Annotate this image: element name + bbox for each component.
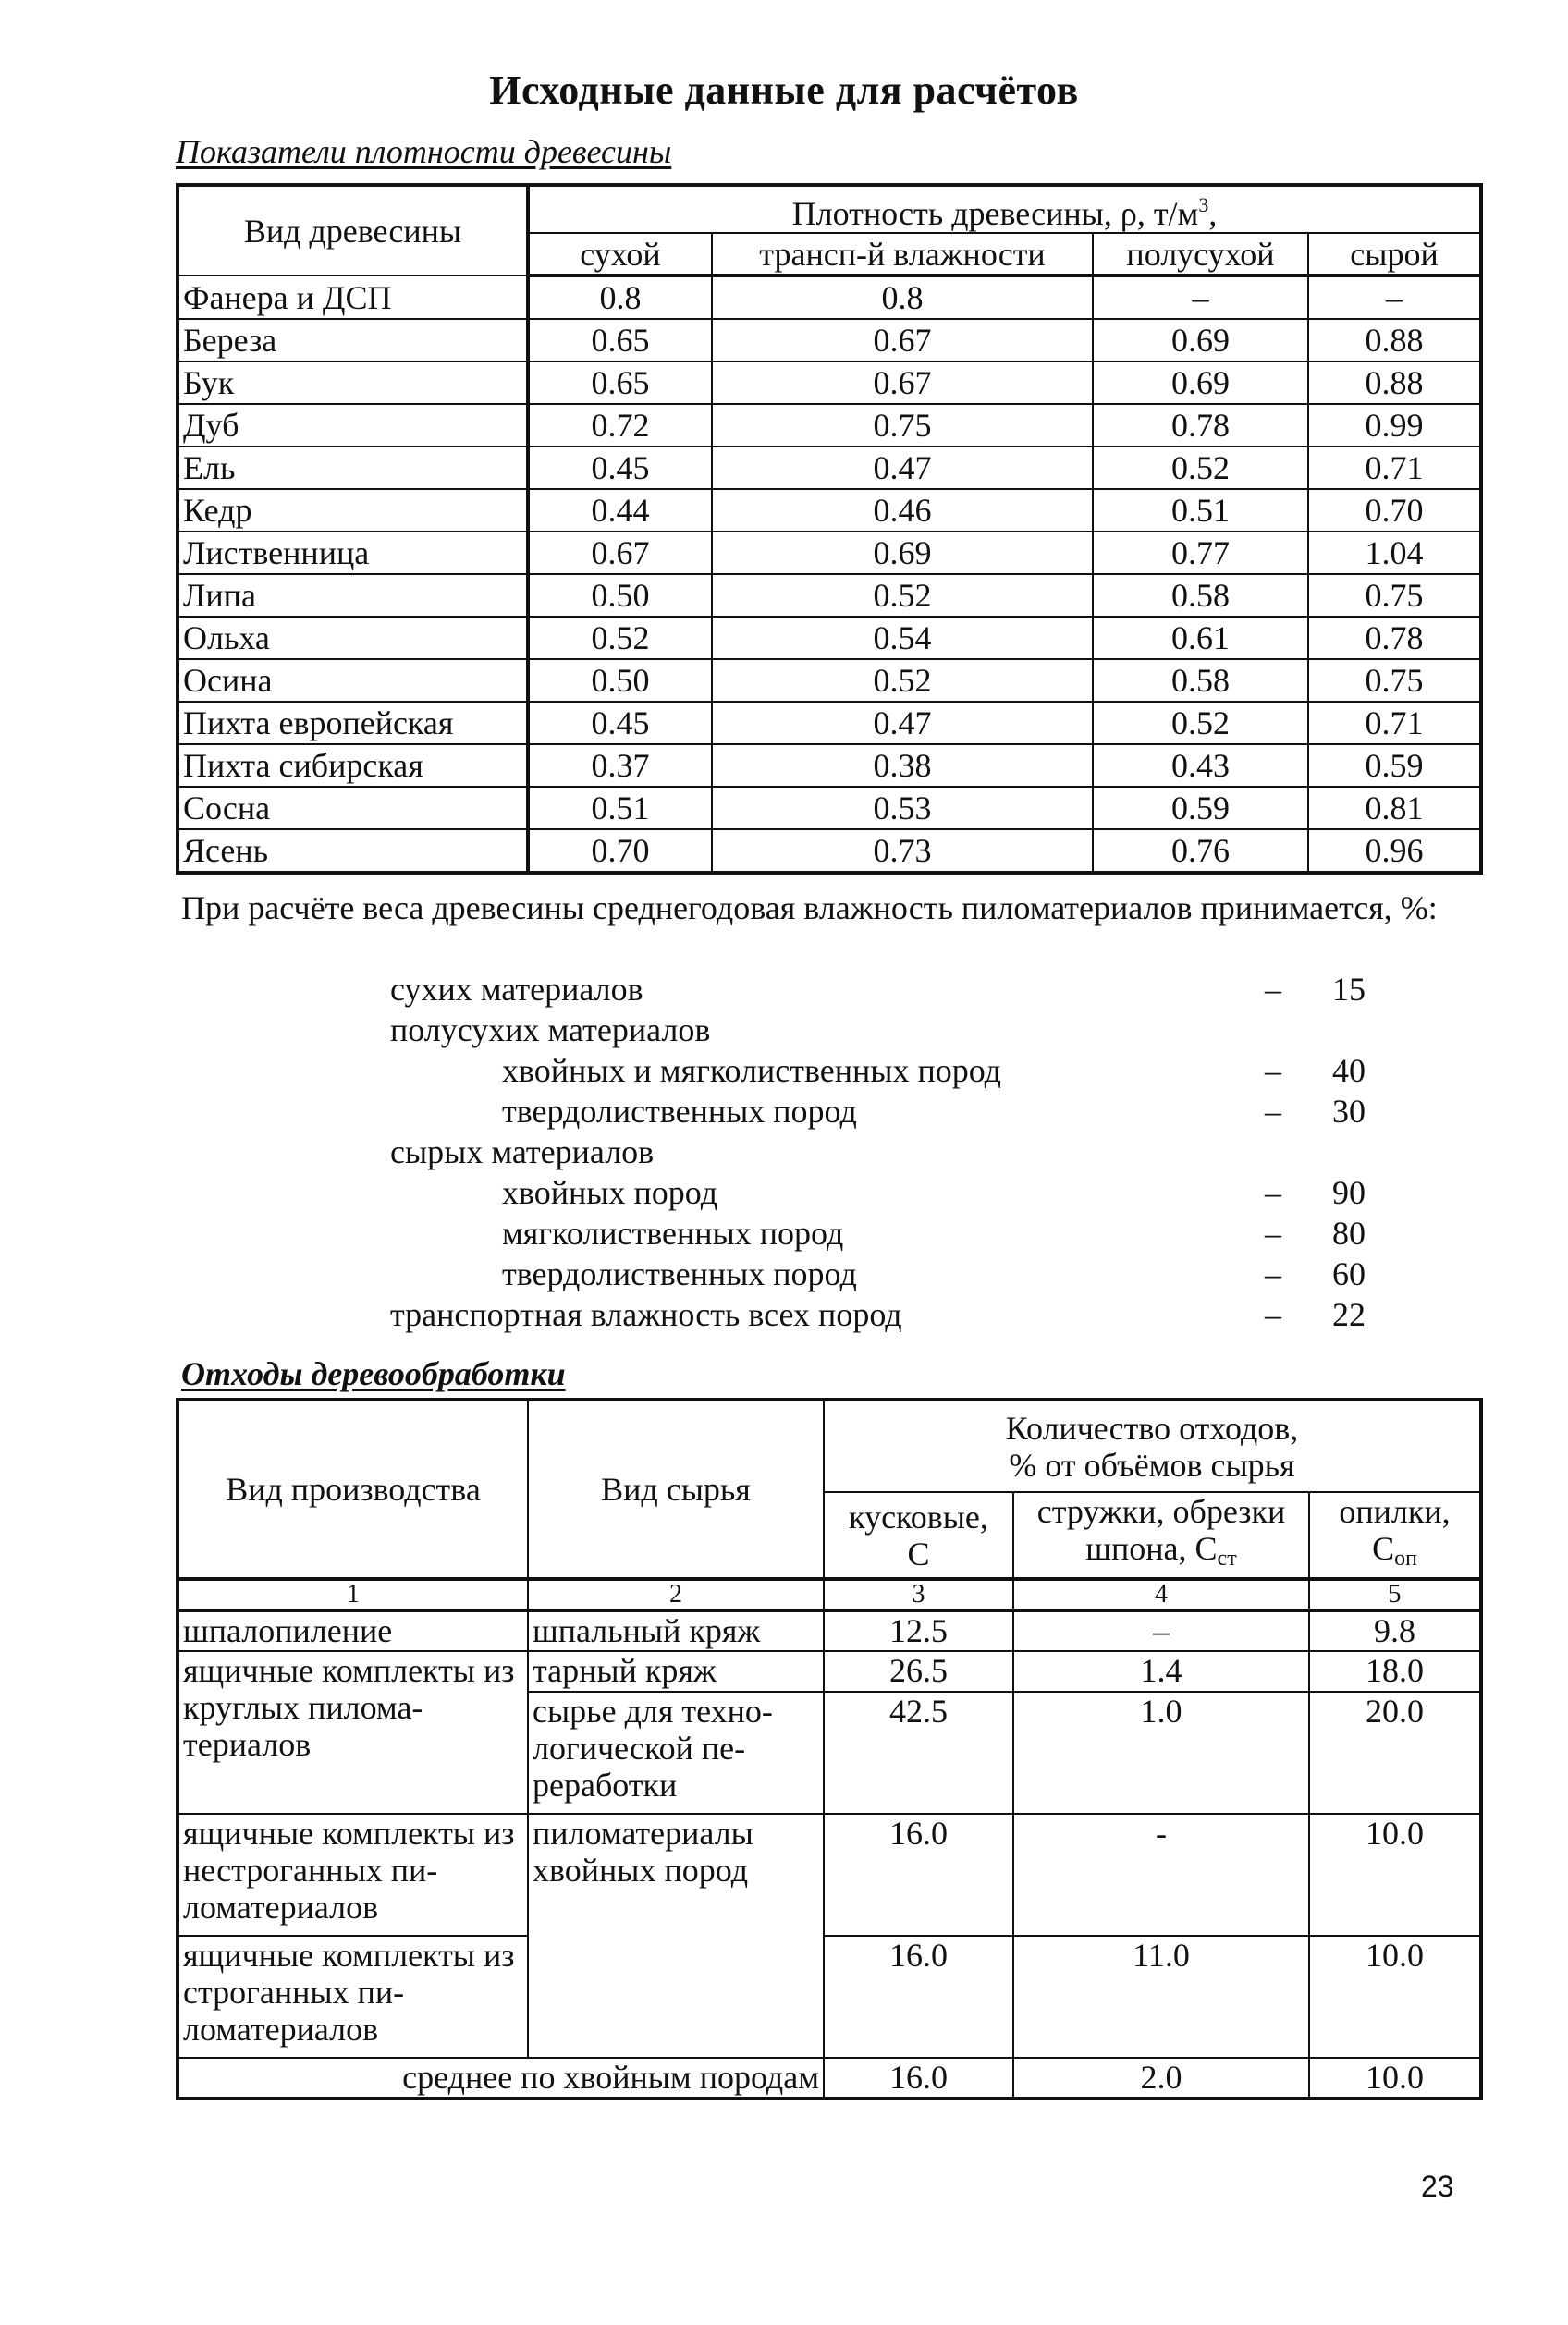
sawdust-header: опилки, $С_{оп}$ xyxy=(1309,1492,1481,1579)
density-value-cell: 0.75 xyxy=(1308,659,1481,702)
moisture-item-value: 90 xyxy=(1332,1174,1366,1211)
species-cell: Фанера и ДСП xyxy=(178,275,528,319)
density-value-cell: 0.53 xyxy=(712,787,1093,829)
density-value-cell: 0.99 xyxy=(1308,404,1481,447)
page-number: 23 xyxy=(1421,2170,1454,2203)
table-row xyxy=(178,361,1481,404)
density-table xyxy=(176,183,1483,875)
moisture-item-label: хвойных и мягколиственных пород xyxy=(502,1052,1001,1089)
col-wet-header: сырой xyxy=(1308,233,1481,275)
column-number: 3 xyxy=(824,1579,1013,1610)
moisture-item-value: 30 xyxy=(1332,1093,1366,1130)
moisture-dash: – xyxy=(1265,1093,1281,1130)
density-value-cell: 0.69 xyxy=(1093,319,1308,361)
production-cell: ящичные комплекты из круглых пилома-териалов xyxy=(178,1651,528,1814)
density-value-cell: 1.04 xyxy=(1308,532,1481,574)
table-row xyxy=(178,275,1481,319)
density-value-cell: 0.77 xyxy=(1093,532,1308,574)
density-value-cell: 0.72 xyxy=(528,404,712,447)
production-header: Вид производства xyxy=(178,1400,528,1579)
raw-cell: пиломатериалы хвойных пород xyxy=(528,1814,824,2058)
species-cell: Дуб xyxy=(178,404,528,447)
species-cell: Ясень xyxy=(178,829,528,873)
density-value-cell: 0.50 xyxy=(528,574,712,617)
density-value-cell: – xyxy=(1308,275,1481,319)
density-section-title: Показатели плотности древесины xyxy=(176,133,672,170)
species-cell: Береза xyxy=(178,319,528,361)
species-cell: Пихта сибирская xyxy=(178,744,528,787)
table-row xyxy=(178,787,1481,829)
lump-cell: 12.5 xyxy=(824,1610,1013,1651)
lump-cell: 26.5 xyxy=(824,1651,1013,1692)
density-value-cell: 0.96 xyxy=(1308,829,1481,873)
density-value-cell: 0.76 xyxy=(1093,829,1308,873)
table-row xyxy=(178,617,1481,659)
shavings-cell: - xyxy=(1013,1814,1309,1936)
production-cell: шпалопиление xyxy=(178,1610,528,1651)
density-value-cell: 0.47 xyxy=(712,447,1093,489)
raw-cell: сырье для техно-логической пе-реработки xyxy=(528,1692,824,1814)
page-title: Исходные данные для расчётов xyxy=(489,67,1079,113)
sawdust-cell: 20.0 xyxy=(1309,1692,1481,1814)
moisture-item-label: хвойных пород xyxy=(502,1174,718,1211)
table-row xyxy=(178,1651,1481,1692)
density-value-cell: 0.59 xyxy=(1093,787,1308,829)
density-value-cell: 0.75 xyxy=(712,404,1093,447)
table-row xyxy=(178,1814,1481,1936)
shavings-cell: – xyxy=(1013,1610,1309,1651)
density-value-cell: 0.67 xyxy=(712,361,1093,404)
moisture-dash: – xyxy=(1265,1174,1281,1211)
lump-cell: 16.0 xyxy=(824,1814,1013,1936)
density-value-cell: 0.71 xyxy=(1308,702,1481,744)
column-number: 5 xyxy=(1309,1579,1481,1610)
table-row xyxy=(178,1936,1481,2058)
moisture-dash: – xyxy=(1265,1215,1281,1252)
moisture-item-value: 60 xyxy=(1332,1255,1366,1292)
species-header: Вид древесины xyxy=(178,185,528,275)
moisture-item-value: 22 xyxy=(1332,1296,1366,1333)
lump-header: кусковые, С xyxy=(824,1492,1013,1579)
table-row xyxy=(178,574,1481,617)
density-value-cell: 0.78 xyxy=(1093,404,1308,447)
sawdust-cell: 10.0 xyxy=(1309,2058,1481,2099)
moisture-dash: – xyxy=(1265,1052,1281,1089)
lump-cell: 16.0 xyxy=(824,1936,1013,2058)
density-value-cell: 0.58 xyxy=(1093,659,1308,702)
density-value-cell: 0.58 xyxy=(1093,574,1308,617)
column-number: 2 xyxy=(528,1579,824,1610)
shavings-cell: 1.4 xyxy=(1013,1651,1309,1692)
sawdust-cell: 10.0 xyxy=(1309,1936,1481,2058)
species-cell: Лиственница xyxy=(178,532,528,574)
sawdust-cell: 10.0 xyxy=(1309,1814,1481,1936)
density-value-cell: 0.78 xyxy=(1308,617,1481,659)
average-label: среднее по хвойным породам xyxy=(178,2058,824,2099)
density-value-cell: 0.37 xyxy=(528,744,712,787)
density-value-cell: 0.45 xyxy=(528,702,712,744)
density-value-cell: 0.46 xyxy=(712,489,1093,532)
moisture-dash: – xyxy=(1265,1255,1281,1292)
density-value-cell: 0.52 xyxy=(528,617,712,659)
density-value-cell: 0.70 xyxy=(1308,489,1481,532)
density-value-cell: 0.69 xyxy=(1093,361,1308,404)
column-number: 4 xyxy=(1013,1579,1309,1610)
raw-cell: шпальный кряж xyxy=(528,1610,824,1651)
density-value-cell: – xyxy=(1093,275,1308,319)
density-value-cell: 0.51 xyxy=(528,787,712,829)
table-row xyxy=(178,404,1481,447)
moisture-item-label: транспортная влажность всех пород xyxy=(390,1296,902,1333)
species-cell: Сосна xyxy=(178,787,528,829)
density-value-cell: 0.43 xyxy=(1093,744,1308,787)
waste-group-header: Количество отходов, % от объёмов сырья xyxy=(824,1400,1481,1492)
density-value-cell: 0.65 xyxy=(528,319,712,361)
density-value-cell: 0.51 xyxy=(1093,489,1308,532)
species-cell: Ольха xyxy=(178,617,528,659)
table-row xyxy=(178,319,1481,361)
table-row xyxy=(178,532,1481,574)
table-row xyxy=(178,829,1481,873)
density-value-cell: 0.8 xyxy=(528,275,712,319)
species-cell: Кедр xyxy=(178,489,528,532)
species-cell: Ель xyxy=(178,447,528,489)
lump-cell: 16.0 xyxy=(824,2058,1013,2099)
density-value-cell: 0.81 xyxy=(1308,787,1481,829)
shavings-header: стружки, обрезки шпона, $С_{ст}$ xyxy=(1013,1492,1309,1579)
density-value-cell: 0.88 xyxy=(1308,319,1481,361)
table-row xyxy=(178,489,1481,532)
density-value-cell: 0.38 xyxy=(712,744,1093,787)
average-row xyxy=(178,2058,1481,2099)
shavings-cell: 1.0 xyxy=(1013,1692,1309,1814)
density-value-cell: 0.69 xyxy=(712,532,1093,574)
density-value-cell: 0.70 xyxy=(528,829,712,873)
lump-cell: 42.5 xyxy=(824,1692,1013,1814)
moisture-item-label: мягколиственных пород xyxy=(502,1215,844,1252)
density-value-cell: 0.71 xyxy=(1308,447,1481,489)
species-cell: Бук xyxy=(178,361,528,404)
col-transport-header: трансп-й влажности xyxy=(712,233,1093,275)
moisture-item-value: 40 xyxy=(1332,1052,1366,1089)
density-value-cell: 0.67 xyxy=(712,319,1093,361)
species-cell: Осина xyxy=(178,659,528,702)
moisture-item-label: твердолиственных пород xyxy=(502,1093,857,1130)
col-semidry-header: полусухой xyxy=(1093,233,1308,275)
density-value-cell: 0.44 xyxy=(528,489,712,532)
sawdust-cell: 9.8 xyxy=(1309,1610,1481,1651)
production-cell: ящичные комплекты из строганных пи-ломатериалов xyxy=(178,1936,528,2058)
moisture-dash: – xyxy=(1265,971,1281,1008)
density-value-cell: 0.54 xyxy=(712,617,1093,659)
production-cell: ящичные комплекты из нестроганных пи-ломатериалов xyxy=(178,1814,528,1936)
shavings-cell: 11.0 xyxy=(1013,1936,1309,2058)
density-value-cell: 0.52 xyxy=(1093,447,1308,489)
table-row xyxy=(178,659,1481,702)
moisture-dash: – xyxy=(1265,1296,1281,1333)
table-row xyxy=(178,1610,1481,1651)
table-row xyxy=(178,447,1481,489)
density-value-cell: 0.65 xyxy=(528,361,712,404)
density-value-cell: 0.47 xyxy=(712,702,1093,744)
waste-table xyxy=(176,1398,1483,2100)
density-value-cell: 0.52 xyxy=(712,574,1093,617)
waste-section-title: Отходы деревообработки xyxy=(181,1355,566,1392)
density-value-cell: 0.59 xyxy=(1308,744,1481,787)
table-row xyxy=(178,702,1481,744)
density-group-header: Плотность древесины, ρ, $т/м^3$, xyxy=(528,185,1481,233)
species-cell: Липа xyxy=(178,574,528,617)
density-value-cell: 0.45 xyxy=(528,447,712,489)
raw-header: Вид сырья xyxy=(528,1400,824,1579)
moisture-item-label: твердолиственных пород xyxy=(502,1255,857,1292)
shavings-cell: 2.0 xyxy=(1013,2058,1309,2099)
column-number: 1 xyxy=(178,1579,528,1610)
col-dry-header: сухой xyxy=(528,233,712,275)
density-value-cell: 0.52 xyxy=(712,659,1093,702)
moisture-item-label: полусухих материалов xyxy=(390,1011,711,1048)
raw-cell: тарный кряж xyxy=(528,1651,824,1692)
density-value-cell: 0.52 xyxy=(1093,702,1308,744)
density-value-cell: 0.75 xyxy=(1308,574,1481,617)
species-cell: Пихта европейская xyxy=(178,702,528,744)
moisture-item-value: 15 xyxy=(1332,971,1366,1008)
table-row xyxy=(178,744,1481,787)
density-value-cell: 0.73 xyxy=(712,829,1093,873)
density-value-cell: 0.8 xyxy=(712,275,1093,319)
moisture-item-value: 80 xyxy=(1332,1215,1366,1252)
density-value-cell: 0.61 xyxy=(1093,617,1308,659)
density-value-cell: 0.50 xyxy=(528,659,712,702)
moisture-item-label: сырых материалов xyxy=(390,1133,655,1170)
density-value-cell: 0.67 xyxy=(528,532,712,574)
sawdust-cell: 18.0 xyxy=(1309,1651,1481,1692)
density-value-cell: 0.88 xyxy=(1308,361,1481,404)
moisture-intro: При расчёте веса древесины среднегодовая влажность пиломатериалов принимается, %: xyxy=(181,889,1438,926)
moisture-item-label: сухих материалов xyxy=(390,971,643,1008)
